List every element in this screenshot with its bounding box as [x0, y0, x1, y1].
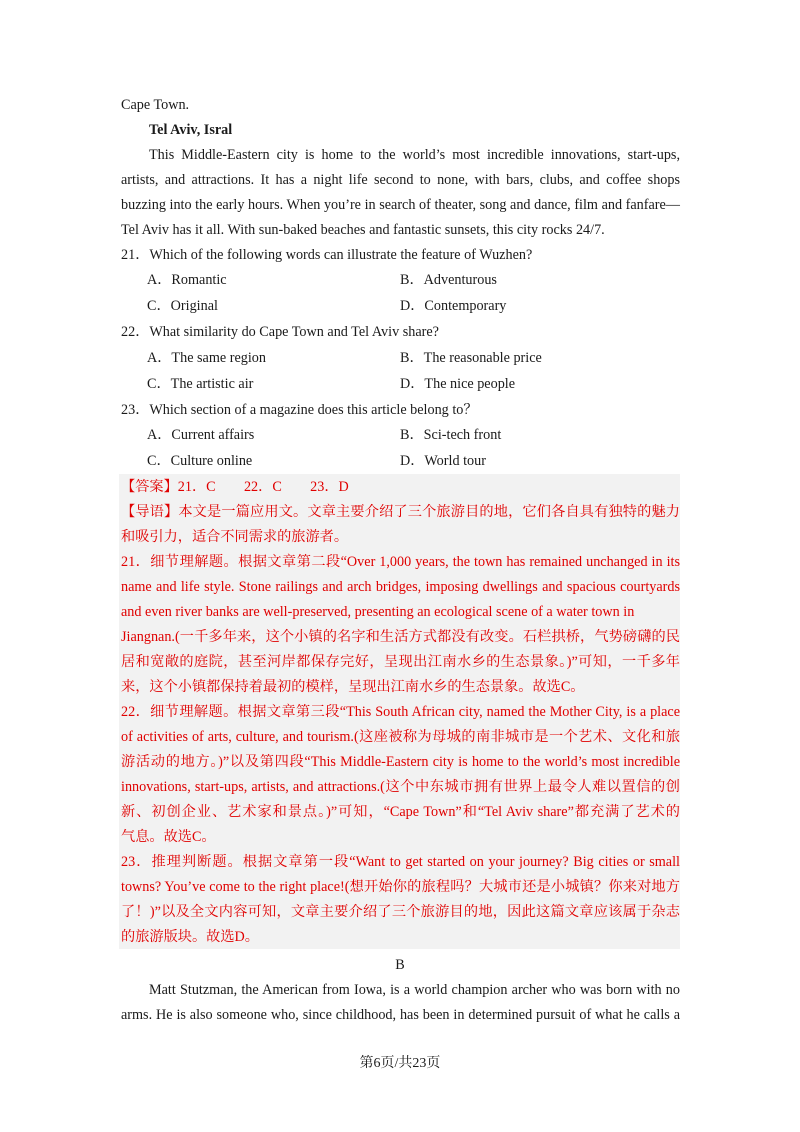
answer-line: 的旅游版块。故选D。	[121, 929, 259, 945]
answer-line: 来，这个小镇都保持着最初的模样，呈现出江南水乡的生态景象。故选C。	[121, 679, 585, 695]
answer-line: 气息。故选C。	[121, 829, 216, 845]
question-option: D．Contemporary	[400, 298, 507, 314]
question-option: B．The reasonable price	[400, 350, 542, 366]
answer-line: name and life style. Stone railings and arch bridges, imposing dwellings and spacious courtyards	[121, 579, 680, 595]
answer-line: of activities of arts, culture, and tourism.(这座被称为母城的南非城市是一个艺术、文化和旅	[121, 729, 680, 745]
section-label: B	[395, 957, 405, 973]
answer-line: Jiangnan.(一千多年来，这个小镇的名字和生活方式都没有改变。石栏拱桥，气势磅礴的民	[121, 629, 680, 645]
answer-line: 和吸引力，适合不同需求的旅游者。	[121, 529, 349, 545]
passage-tail-line: Cape Town.	[121, 97, 190, 113]
page-number-footer: 第6页/共23页	[359, 1056, 441, 1071]
question-option: A．The same region	[147, 350, 266, 366]
question-stem: 22．What similarity do Cape Town and Tel Aviv share?	[121, 324, 439, 340]
section-title: Tel Aviv, Isral	[149, 122, 233, 138]
question-option: B．Adventurous	[400, 272, 497, 288]
answer-line: 22．细节理解题。根据文章第三段“This South African city, named the Mother City, is a place	[121, 704, 680, 720]
passage-line: This Middle-Eastern city is home to the world’s most incredible innovations, start-ups,	[149, 147, 680, 163]
answer-line: 居和宽敞的庭院，甚至河岸都保存完好，呈现出江南水乡的生态景象。)”可知，一千多年	[121, 654, 680, 670]
answer-line: towns? You’ve come to the right place!(想开始你的旅程吗？大城市还是小城镇？你来对地方	[121, 879, 680, 895]
question-option: C．Culture online	[147, 453, 253, 469]
answer-line: and even river banks are well-preserved, presenting an ecological scene of a water town in	[121, 604, 635, 620]
answer-line: 游活动的地方。)”以及第四段“This Middle-Eastern city is home to the world’s most incredible	[121, 754, 680, 770]
question-stem: 21．Which of the following words can illustrate the feature of Wuzhen?	[121, 247, 533, 263]
answer-line: 了！)”以及全文内容可知，文章主要介绍了三个旅游目的地，因此这篇文章应该属于杂志	[121, 904, 680, 920]
answer-line: 21．细节理解题。根据文章第二段“Over 1,000 years, the town has remained unchanged in its	[121, 554, 680, 570]
question-option: B．Sci-tech front	[400, 427, 502, 443]
answer-line: 【导语】本文是一篇应用文。文章主要介绍了三个旅游目的地，它们各自具有独特的魅力	[121, 504, 680, 520]
question-option: C．Original	[147, 298, 218, 314]
passage-line: artists, and attractions. It has a night life second to none, with bars, clubs, and coffee shops	[121, 172, 680, 188]
answer-line: innovations, start-ups, artists, and attractions.(这个中东城市拥有世界上最令人难以置信的创	[121, 779, 680, 795]
question-option: A．Romantic	[147, 272, 227, 288]
passage-line: Tel Aviv has it all. With sun-baked beaches and fantastic sunsets, this city rocks 24/7.	[121, 222, 605, 238]
answer-key: 【答案】21．C 22．C 23．D	[121, 479, 349, 495]
answer-line: 23．推理判断题。根据文章第一段“Want to get started on your journey? Big cities or small	[121, 854, 680, 870]
question-option: A．Current affairs	[147, 427, 255, 443]
question-option: C．The artistic air	[147, 376, 254, 392]
question-stem: 23．Which section of a magazine does this article belong to？	[121, 402, 478, 418]
question-option: D．World tour	[400, 453, 486, 469]
passage-line: buzzing into the early hours. When you’re in search of theater, song and dance, film and fanfare—	[121, 197, 680, 213]
answer-line: 新、初创企业、艺术家和景点。)”可知，“Cape Town”和“Tel Aviv share”都充满了艺术的	[121, 804, 680, 820]
passage-line: Matt Stutzman, the American from Iowa, is a world champion archer who was born with no	[149, 982, 680, 998]
question-option: D．The nice people	[400, 376, 516, 392]
passage-line: arms. He is also someone who, since childhood, has been in determined pursuit of what he calls a	[121, 1007, 680, 1023]
